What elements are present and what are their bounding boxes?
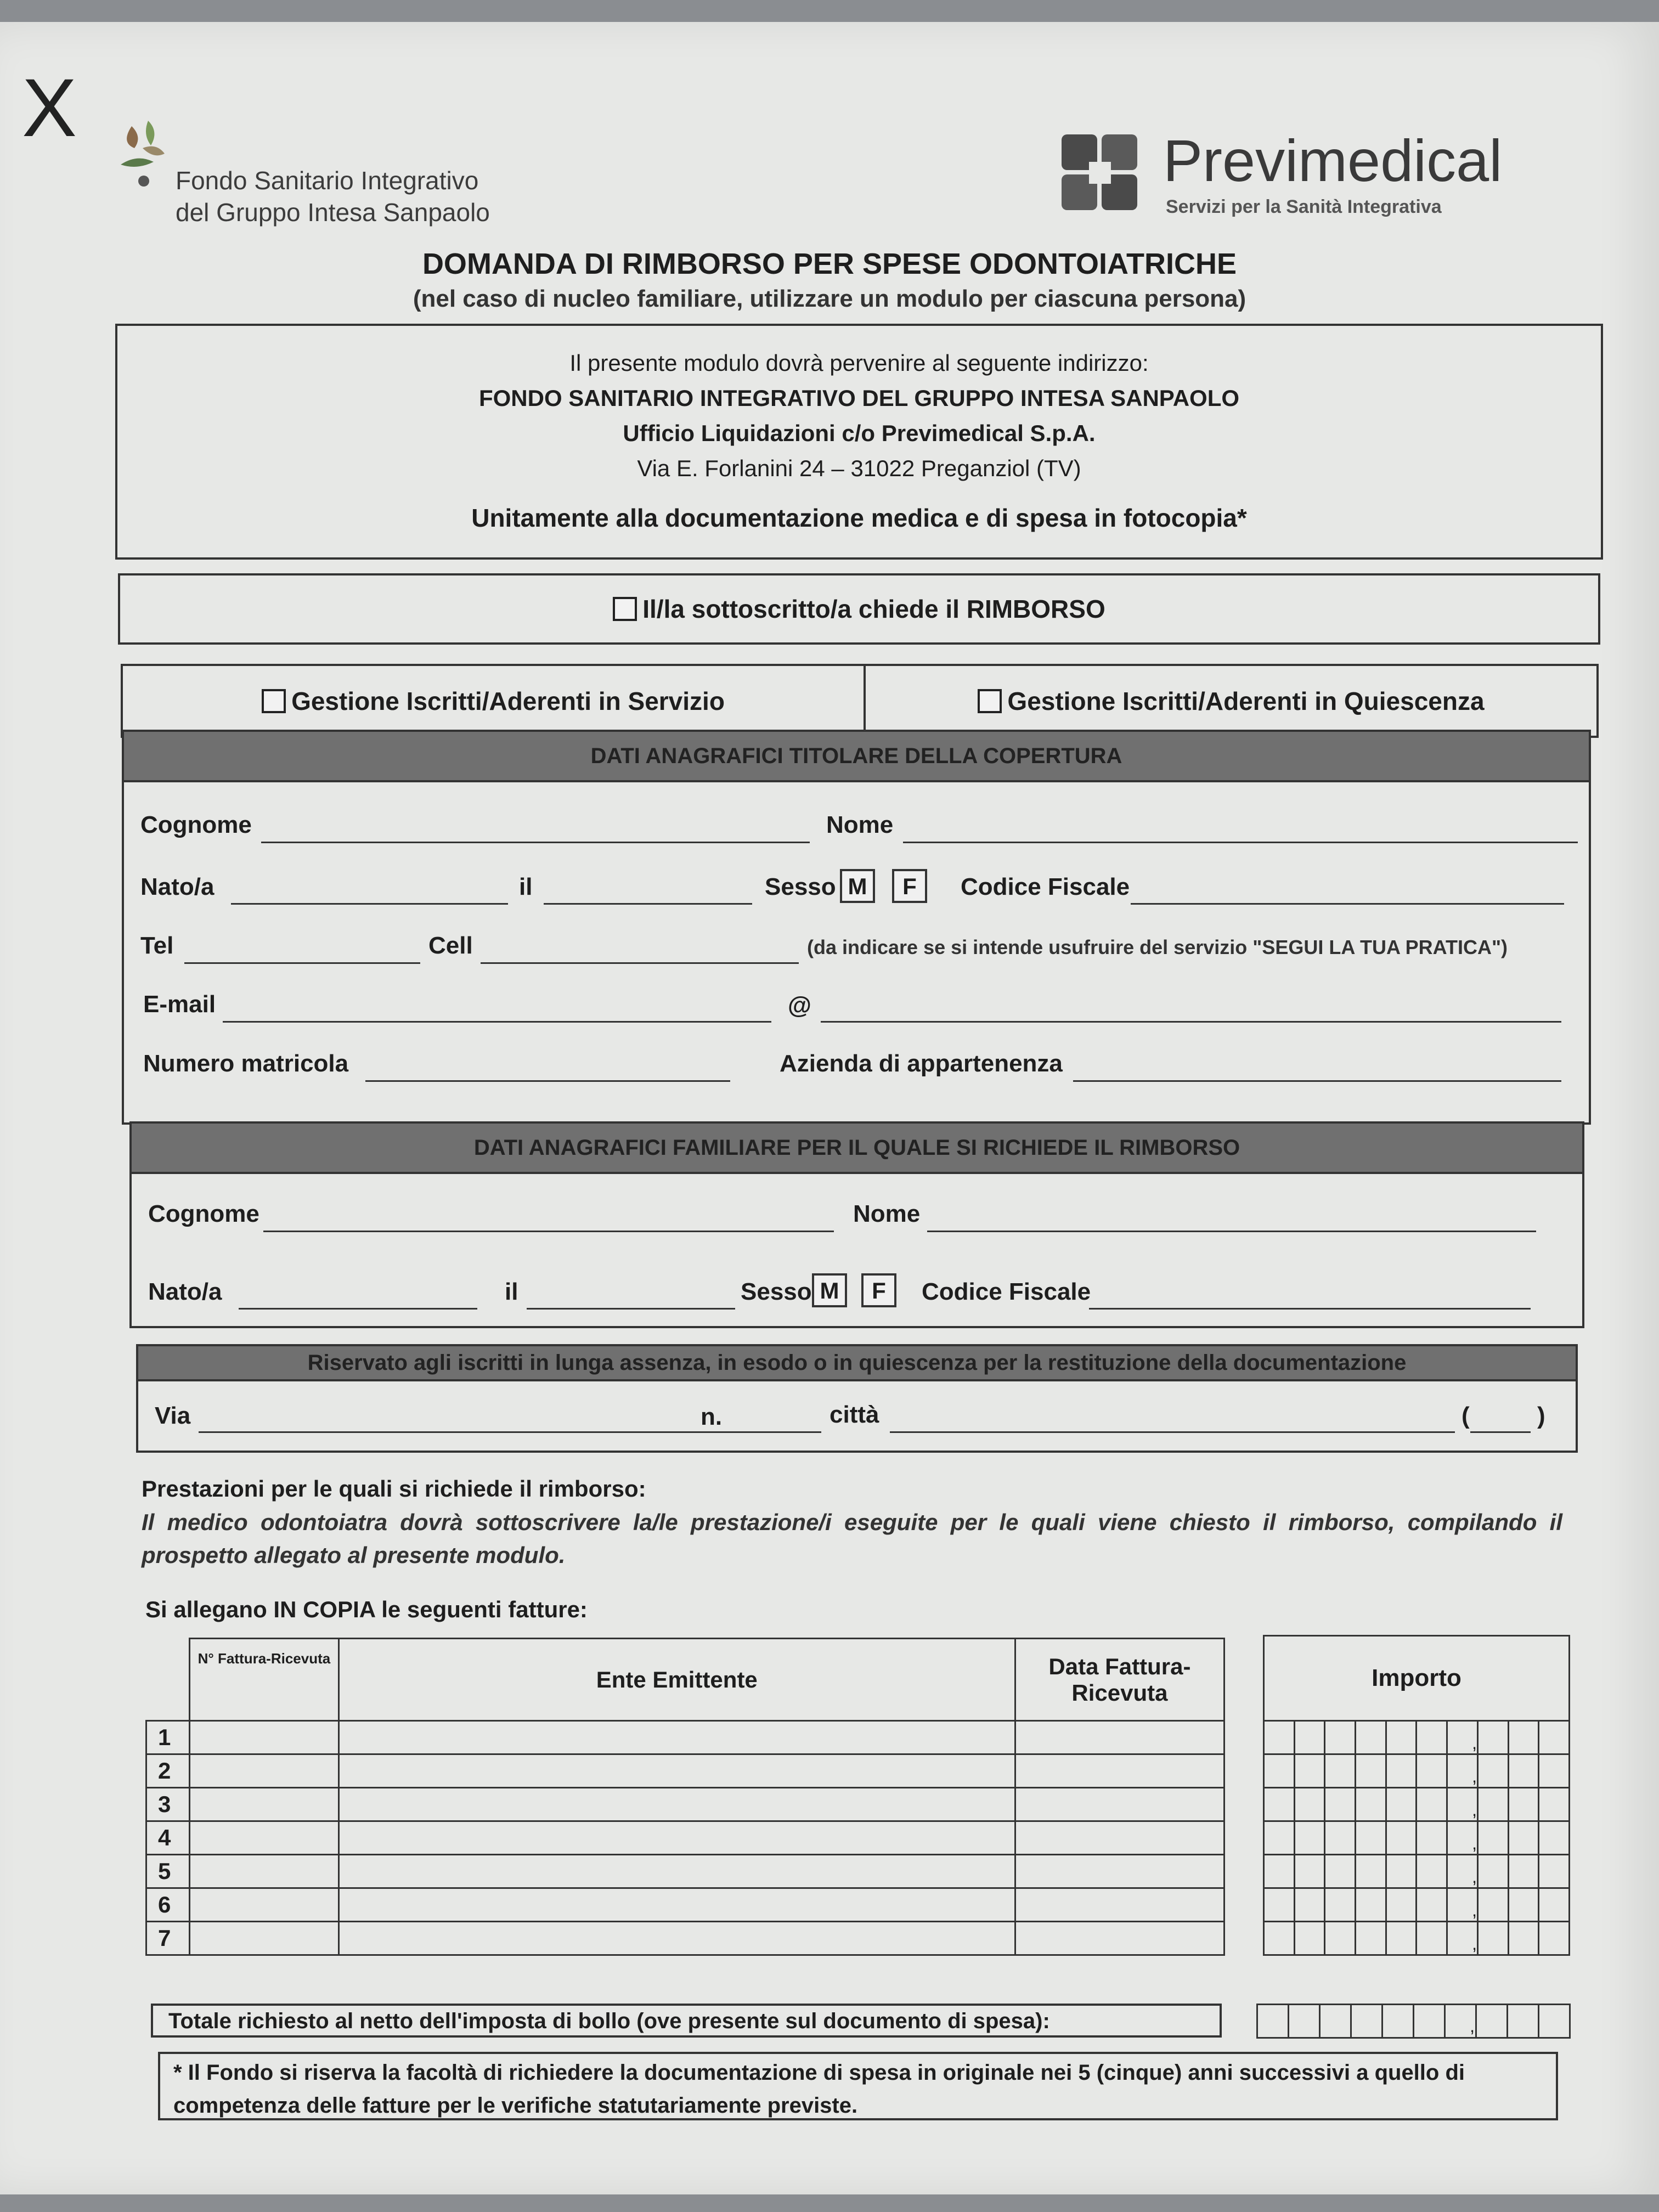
- familiare-cf-field[interactable]: [1089, 1308, 1531, 1310]
- fatture-numero-cell[interactable]: [190, 1888, 338, 1922]
- importo-digit-cell[interactable]: [1325, 1754, 1356, 1788]
- address-intro: Il presente modulo dovrà pervenire al seguente indirizzo:: [569, 350, 1149, 376]
- titolare-cognome-label: Cognome: [140, 811, 252, 838]
- importo-digit-cell[interactable]: [1355, 1888, 1386, 1922]
- fatture-row-number: 4: [146, 1821, 190, 1855]
- familiare-sesso-f-box[interactable]: F: [861, 1273, 896, 1307]
- importo-digit-cell[interactable]: [1294, 1754, 1325, 1788]
- fatture-ente-cell[interactable]: [338, 1754, 1015, 1788]
- titolare-cell-label: Cell: [428, 932, 473, 959]
- importo-digit-cell[interactable]: [1508, 1788, 1539, 1821]
- riservato-section: [136, 1344, 1578, 1453]
- importo-digit-cell[interactable]: [1294, 1888, 1325, 1922]
- fatture-row: [146, 1821, 1224, 1855]
- importo-digit-cell[interactable]: [1386, 1721, 1417, 1754]
- importo-digit-cell[interactable]: [1264, 1721, 1295, 1754]
- fatture-ente-cell[interactable]: [338, 1922, 1015, 1955]
- importo-row[interactable]: [1264, 1721, 1570, 1754]
- fatture-row-number: 1: [146, 1721, 190, 1754]
- riservato-n-label: n.: [701, 1403, 723, 1430]
- importo-digit-cell[interactable]: [1478, 1888, 1509, 1922]
- familiare-nome-field[interactable]: [927, 1231, 1536, 1232]
- importo-digit-cell[interactable]: [1417, 1821, 1447, 1855]
- importo-digit-cell[interactable]: [1325, 1855, 1356, 1888]
- importo-decimal-cell[interactable]: ,: [1447, 1754, 1477, 1788]
- importo-digit-cell[interactable]: [1417, 1888, 1447, 1922]
- titolare-il-label: il: [519, 873, 533, 900]
- familiare-data-nascita-field[interactable]: [527, 1308, 735, 1310]
- fondo-logo-line2: del Gruppo Intesa Sanpaolo: [176, 198, 490, 227]
- titolare-matricola-field[interactable]: [365, 1080, 730, 1082]
- fatture-table: [145, 1638, 1225, 1956]
- importo-decimal-cell[interactable]: ,: [1447, 1888, 1477, 1922]
- form-subtitle: (nel caso di nucleo familiare, utilizzare un modulo per ciascuna persona): [413, 285, 1246, 312]
- importo-row[interactable]: [1264, 1922, 1570, 1955]
- importo-digit-cell[interactable]: [1417, 1855, 1447, 1888]
- titolare-cf-field[interactable]: [1131, 903, 1564, 905]
- riservato-prov-open: (: [1462, 1402, 1470, 1429]
- fatture-row: [146, 1788, 1224, 1821]
- fatture-row-number: 7: [146, 1922, 190, 1955]
- importo-row[interactable]: [1264, 1788, 1570, 1821]
- titolare-nome-label: Nome: [826, 811, 894, 838]
- importo-digit-cell[interactable]: [1386, 1754, 1417, 1788]
- titolare-nato-field[interactable]: [231, 903, 508, 905]
- importo-digit-cell[interactable]: [1264, 1888, 1295, 1922]
- importo-digit-cell[interactable]: [1264, 1855, 1295, 1888]
- importo-digit-cell[interactable]: [1539, 1754, 1570, 1788]
- importo-digit-cell[interactable]: [1539, 1788, 1570, 1821]
- titolare-email-domain-field[interactable]: [821, 1021, 1561, 1023]
- fondo-logo: [110, 115, 527, 241]
- importo-row[interactable]: [1264, 1754, 1570, 1788]
- fatture-row: [146, 1754, 1224, 1788]
- servizio-checkbox[interactable]: [262, 689, 286, 713]
- gestione-box: [121, 664, 1599, 738]
- importo-digit-cell[interactable]: [1325, 1922, 1356, 1955]
- importo-digit-cell[interactable]: [1539, 1821, 1570, 1855]
- fatture-data-cell[interactable]: [1015, 1788, 1224, 1821]
- fatture-corner-cell: [146, 1639, 190, 1721]
- importo-digit-cell[interactable]: [1508, 1922, 1539, 1955]
- totale-digit-cell[interactable]: [1476, 2005, 1508, 2038]
- importo-digit-cell[interactable]: [1478, 1721, 1509, 1754]
- importo-digit-cell[interactable]: [1478, 1855, 1509, 1888]
- totale-digit-cell[interactable]: [1414, 2005, 1445, 2038]
- totale-amount-cells[interactable]: [1256, 2004, 1571, 2039]
- totale-box: [151, 2004, 1222, 2038]
- importo-digit-cell[interactable]: [1417, 1788, 1447, 1821]
- importo-digit-cell[interactable]: [1478, 1922, 1509, 1955]
- totale-digit-cell[interactable]: [1351, 2005, 1383, 2038]
- importo-decimal-cell[interactable]: ,: [1447, 1855, 1477, 1888]
- totale-digit-cell[interactable]: [1383, 2005, 1414, 2038]
- form-title: DOMANDA DI RIMBORSO PER SPESE ODONTOIATRICHE: [422, 247, 1237, 280]
- importo-digit-cell[interactable]: [1386, 1821, 1417, 1855]
- riservato-prov-close: ): [1537, 1402, 1545, 1429]
- titolare-sesso-m-box[interactable]: M: [840, 869, 875, 903]
- quiescenza-label: Gestione Iscritti/Aderenti in Quiescenza: [1007, 687, 1485, 715]
- titolare-header: DATI ANAGRAFICI TITOLARE DELLA COPERTURA: [124, 732, 1589, 782]
- fatture-col-numero: N° Fattura-Ricevuta: [190, 1639, 338, 1721]
- titolare-sesso-f-box[interactable]: F: [892, 869, 927, 903]
- importo-digit-cell[interactable]: [1539, 1855, 1570, 1888]
- importo-digit-cell[interactable]: [1417, 1754, 1447, 1788]
- importo-digit-cell[interactable]: [1325, 1888, 1356, 1922]
- importo-digit-cell[interactable]: [1325, 1788, 1356, 1821]
- importo-digit-cell[interactable]: [1355, 1855, 1386, 1888]
- riservato-n-field[interactable]: [728, 1431, 821, 1433]
- fatture-ente-cell[interactable]: [338, 1788, 1015, 1821]
- importo-digit-cell[interactable]: [1386, 1888, 1417, 1922]
- importo-digit-cell[interactable]: [1264, 1821, 1295, 1855]
- familiare-section: [129, 1121, 1584, 1328]
- fatture-data-cell[interactable]: [1015, 1821, 1224, 1855]
- titolare-email-label: E-mail: [143, 991, 216, 1018]
- fatture-ente-cell[interactable]: [338, 1855, 1015, 1888]
- fatture-data-cell[interactable]: [1015, 1721, 1224, 1754]
- fondo-logo-line1: Fondo Sanitario Integrativo: [176, 166, 479, 195]
- familiare-nato-label: Nato/a: [148, 1278, 222, 1305]
- totale-digit-cell[interactable]: [1508, 2005, 1539, 2038]
- fatture-row: [146, 1922, 1224, 1955]
- previmedical-logo: [1059, 127, 1503, 219]
- titolare-nato-label: Nato/a: [140, 873, 215, 900]
- importo-digit-cell[interactable]: [1539, 1888, 1570, 1922]
- importo-digit-cell[interactable]: [1539, 1721, 1570, 1754]
- address-line2: Ufficio Liquidazioni c/o Previmedical S.p.A.: [623, 420, 1096, 446]
- fatture-data-cell[interactable]: [1015, 1754, 1224, 1788]
- fatture-row-number: 3: [146, 1788, 190, 1821]
- fatture-col-data: Data Fattura-Ricevuta: [1015, 1639, 1224, 1721]
- totale-digit-cell[interactable]: [1539, 2005, 1570, 2038]
- importo-digit-cell[interactable]: [1325, 1821, 1356, 1855]
- importo-digit-cell[interactable]: [1508, 1855, 1539, 1888]
- request-box: [118, 573, 1600, 645]
- importo-digit-cell[interactable]: [1508, 1821, 1539, 1855]
- titolare-cell-note: (da indicare se si intende usufruire del servizio "SEGUI LA TUA PRATICA"): [807, 936, 1508, 958]
- titolare-azienda-label: Azienda di appartenenza: [780, 1050, 1063, 1077]
- titolare-matricola-label: Numero matricola: [143, 1050, 349, 1077]
- gestione-servizio: [123, 666, 866, 736]
- familiare-sesso-m-box[interactable]: M: [812, 1273, 847, 1307]
- brand-tagline: Servizi per la Sanità Integrativa: [1166, 196, 1442, 217]
- fatture-row-number: 5: [146, 1855, 190, 1888]
- riservato-citta-label: città: [830, 1401, 879, 1428]
- address-line1: FONDO SANITARIO INTEGRATIVO DEL GRUPPO INTESA SANPAOLO: [478, 385, 1240, 411]
- titolare-sesso-label: Sesso: [765, 873, 836, 900]
- importo-digit-cell[interactable]: [1355, 1788, 1386, 1821]
- fatture-numero-cell[interactable]: [190, 1855, 338, 1888]
- familiare-header: DATI ANAGRAFICI FAMILIARE PER IL QUALE SI RICHIEDE IL RIMBORSO: [132, 1124, 1582, 1174]
- fatture-intro: Si allegano IN COPIA le seguenti fatture:: [145, 1596, 588, 1622]
- importo-row[interactable]: [1264, 1855, 1570, 1888]
- fatture-numero-cell[interactable]: [190, 1788, 338, 1821]
- titolare-nome-field[interactable]: [903, 842, 1578, 843]
- prestazioni-title: Prestazioni per le quali si richiede il rimborso:: [142, 1476, 646, 1502]
- prestazioni-text: Il medico odontoiatra dovrà sottoscrivere la/le prestazione/i eseguite per le quali viene chiesto il rimborso, compilando il prospetto allegato al presente modulo.: [142, 1509, 1562, 1568]
- fatture-data-cell[interactable]: [1015, 1855, 1224, 1888]
- fatture-numero-cell[interactable]: [190, 1922, 338, 1955]
- fatture-ente-cell[interactable]: [338, 1821, 1015, 1855]
- importo-digit-cell[interactable]: [1325, 1721, 1356, 1754]
- importo-digit-cell[interactable]: [1264, 1788, 1295, 1821]
- address-line3: Via E. Forlanini 24 – 31022 Preganziol (TV): [637, 455, 1081, 481]
- fatture-data-cell[interactable]: [1015, 1888, 1224, 1922]
- riservato-citta-field[interactable]: [890, 1431, 1455, 1433]
- importo-digit-cell[interactable]: [1478, 1788, 1509, 1821]
- fatture-numero-cell[interactable]: [190, 1721, 338, 1754]
- riservato-header: Riservato agli iscritti in lunga assenza, in esodo o in quiescenza per la restituzione della documentazione: [138, 1346, 1576, 1381]
- importo-digit-cell[interactable]: [1355, 1821, 1386, 1855]
- titolare-azienda-field[interactable]: [1073, 1080, 1561, 1082]
- importo-digit-cell[interactable]: [1264, 1754, 1295, 1788]
- titolare-cognome-field[interactable]: [261, 842, 810, 843]
- fatture-numero-cell[interactable]: [190, 1821, 338, 1855]
- fatture-data-cell[interactable]: [1015, 1922, 1224, 1955]
- footnote-text: * Il Fondo si riserva la facoltà di richiedere la documentazione di spesa in originale nei 5 (cinque) anni successivi a quello di competenza delle fatture per le verifiche statutariamente previste.: [173, 2061, 1465, 2118]
- rimborso-checkbox[interactable]: [613, 597, 637, 621]
- fatture-ente-cell[interactable]: [338, 1888, 1015, 1922]
- familiare-cf-label: Codice Fiscale: [922, 1278, 1091, 1305]
- titolare-email-user-field[interactable]: [223, 1021, 771, 1023]
- rimborso-label: Il/la sottoscritto/a chiede il RIMBORSO: [642, 595, 1105, 623]
- totale-digit-cell[interactable]: [1320, 2005, 1351, 2038]
- totale-label: Totale richiesto al netto dell'imposta di bollo (ove presente sul documento di spesa):: [168, 2009, 1050, 2033]
- form-page: [0, 22, 1659, 2194]
- importo-digit-cell[interactable]: [1386, 1922, 1417, 1955]
- totale-digit-cell[interactable]: [1257, 2005, 1289, 2038]
- titolare-cell-field[interactable]: [481, 962, 799, 964]
- importo-table: [1263, 1635, 1570, 1956]
- fatture-row-number: 6: [146, 1888, 190, 1922]
- fatture-header-row: [146, 1639, 1224, 1721]
- importo-digit-cell[interactable]: [1478, 1821, 1509, 1855]
- totale-decimal-cell[interactable]: ,: [1445, 2005, 1476, 2038]
- fatture-row-number: 2: [146, 1754, 190, 1788]
- quiescenza-checkbox[interactable]: [978, 689, 1002, 713]
- importo-digit-cell[interactable]: [1417, 1721, 1447, 1754]
- fatture-row: [146, 1855, 1224, 1888]
- familiare-cognome-label: Cognome: [148, 1200, 259, 1227]
- totale-digit-cell[interactable]: [1289, 2005, 1320, 2038]
- importo-digit-cell[interactable]: [1478, 1754, 1509, 1788]
- address-note: Unitamente alla documentazione medica e di spesa in fotocopia*: [471, 504, 1247, 532]
- footnote-box: [158, 2052, 1558, 2120]
- riservato-via-field[interactable]: [199, 1431, 819, 1433]
- titolare-data-nascita-field[interactable]: [544, 903, 752, 905]
- fatture-numero-cell[interactable]: [190, 1754, 338, 1788]
- importo-digit-cell[interactable]: [1417, 1922, 1447, 1955]
- address-box: [115, 324, 1603, 560]
- familiare-il-label: il: [505, 1278, 518, 1305]
- titolare-section: [122, 730, 1591, 1125]
- importo-digit-cell[interactable]: [1355, 1754, 1386, 1788]
- importo-decimal-cell[interactable]: ,: [1447, 1721, 1477, 1754]
- brand-name: Previmedical: [1163, 127, 1503, 194]
- titolare-tel-label: Tel: [140, 932, 174, 959]
- importo-digit-cell[interactable]: [1539, 1922, 1570, 1955]
- fatture-ente-cell[interactable]: [338, 1721, 1015, 1754]
- gestione-quiescenza: [864, 666, 1599, 736]
- familiare-nome-label: Nome: [853, 1200, 921, 1227]
- importo-decimal-cell[interactable]: ,: [1447, 1788, 1477, 1821]
- importo-digit-cell[interactable]: [1386, 1855, 1417, 1888]
- importo-digit-cell[interactable]: [1386, 1788, 1417, 1821]
- servizio-label: Gestione Iscritti/Aderenti in Servizio: [291, 687, 725, 715]
- importo-digit-cell[interactable]: [1294, 1721, 1325, 1754]
- riservato-prov-field[interactable]: [1470, 1431, 1531, 1433]
- close-x-mark: X: [22, 61, 77, 154]
- importo-digit-cell[interactable]: [1508, 1721, 1539, 1754]
- importo-digit-cell[interactable]: [1294, 1855, 1325, 1888]
- importo-digit-cell[interactable]: [1294, 1922, 1325, 1955]
- importo-row[interactable]: [1264, 1888, 1570, 1922]
- fatture-row: [146, 1721, 1224, 1754]
- titolare-cf-label: Codice Fiscale: [961, 873, 1130, 900]
- importo-digit-cell[interactable]: [1294, 1821, 1325, 1855]
- titolare-email-at: @: [788, 992, 811, 1019]
- familiare-cognome-field[interactable]: [263, 1231, 834, 1232]
- importo-digit-cell[interactable]: [1355, 1922, 1386, 1955]
- importo-decimal-cell[interactable]: ,: [1447, 1922, 1477, 1955]
- importo-digit-cell[interactable]: [1294, 1788, 1325, 1821]
- familiare-sesso-label: Sesso: [741, 1278, 812, 1305]
- importo-digit-cell[interactable]: [1508, 1888, 1539, 1922]
- importo-row[interactable]: [1264, 1821, 1570, 1855]
- importo-digit-cell[interactable]: [1264, 1922, 1295, 1955]
- fatture-row: [146, 1888, 1224, 1922]
- familiare-nato-field[interactable]: [239, 1308, 477, 1310]
- importo-digit-cell[interactable]: [1355, 1721, 1386, 1754]
- importo-col-header: Importo: [1264, 1636, 1570, 1721]
- importo-digit-cell[interactable]: [1508, 1754, 1539, 1788]
- titolare-tel-field[interactable]: [184, 962, 420, 964]
- fatture-col-ente: Ente Emittente: [338, 1639, 1015, 1721]
- riservato-via-label: Via: [155, 1402, 191, 1429]
- previmedical-logo-icon: [1059, 132, 1141, 214]
- fondo-logo-icon: [110, 115, 176, 192]
- importo-decimal-cell[interactable]: ,: [1447, 1821, 1477, 1855]
